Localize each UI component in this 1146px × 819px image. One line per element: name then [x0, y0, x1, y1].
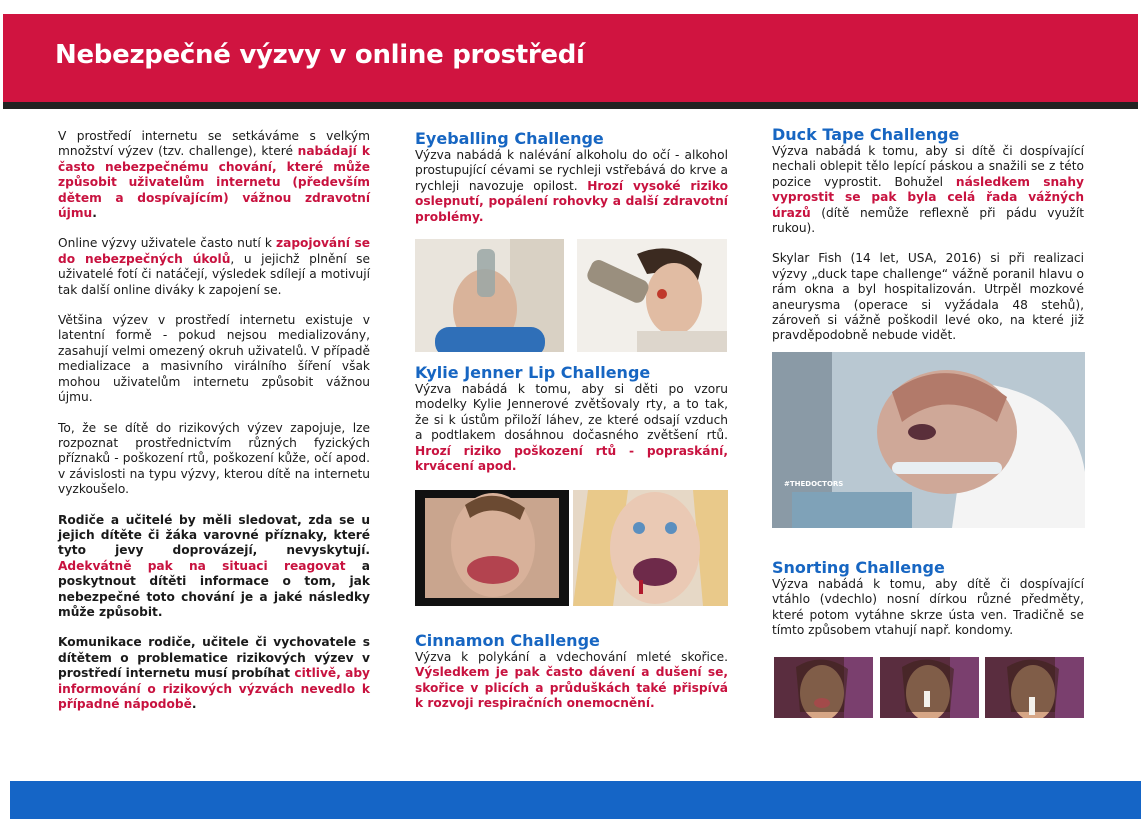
kylie-section	[415, 364, 728, 474]
snorting-section	[772, 559, 1084, 639]
snorting-title: Snorting Challenge	[772, 558, 945, 577]
eyeballing-highlight: Hrozí vysoké riziko oslepnutí, popálení rohovky a další zdravotní problémy	[415, 178, 729, 224]
kylie-text: Výzva nabádá k tomu, aby si děti po vzoru modelky Kylie Jennerové zvětšovaly rty, a to tak, že si k ústům přiloží láhev, ze které odsají vzduch a podtlakem dosáhnou dočasného zvětšení rtů. Hrozí riziko poškození rtů - popraskání, krvácení apod.	[415, 382, 728, 474]
page-title: Nebezpečné výzvy v online prostředí	[55, 40, 585, 70]
footer-bar	[10, 781, 1141, 819]
ducktape-title: Duck Tape Challenge	[772, 125, 960, 144]
intro-paragraph-4: To, že se dítě do rizikových výzev zapojuje, lze rozpoznat prostřednictvím různých fyzických příznaků - poškození rtů, poškození kůže, očí apod. v závislosti na typu výzvy, kterou dítě na internetu vyzkoušelo.	[58, 420, 370, 497]
ducktape-highlight: následkem snahy vyprostit se pak byla celá řada vážných úrazů	[772, 174, 1084, 220]
eyeballing-title: Eyeballing Challenge	[415, 129, 604, 148]
intro-paragraph-5: Rodiče a učitelé by měli sledovat, zda se u jejich dítěte či žáka varovné příznaky, které tyto jevy doprovázejí, nevyskytují. Adekvátně pak na situaci reagovat a poskytnout dítěti informace o tom, jak nebezpečné toto chování je a jaké následky může způsobit.	[58, 512, 370, 619]
cinnamon-text: Výzva k polykání a vdechování mleté skořice. Výsledkem je pak často dávení a dušení se, skořice v plicích a průduškách také přispívá k rozvoji respiračních onemocnění.	[415, 650, 728, 711]
eyeballing-photo-1	[415, 239, 564, 352]
ducktape-story: Skylar Fish (14 let, USA, 2016) si při realizaci výzvy „duck tape challenge“ vážně poranil hlavu o rám okna a byl hospitalizován. Utrpěl mozkové aneurysma (operace si vyžádala 48 stehů), zároveň si vážně poškodil levé oko, na které již pravděpodobně nebude vidět.	[772, 251, 1084, 343]
ducktape-watermark: #THEDOCTORS	[784, 480, 844, 488]
kylie-highlight: Hrozí riziko poškození rtů - popraskání, krvácení apod	[415, 443, 728, 474]
intro-paragraph-3: Většina výzev v prostředí internetu existuje v latentní formě - pokud nejsou medializovány, zasahují velmi omezený okruh uživatelů. V případě medializace a masivního virálního šíření však mohou uživatelům internetu způsobit vážnou újmu.	[58, 313, 370, 405]
kylie-photo-1	[415, 490, 569, 606]
intro-highlight-6: citlivě, aby informování o rizikových výzvách nevedlo k případné nápodobě	[58, 666, 370, 711]
intro-paragraph-2: Online výzvy uživatele často nutí k zapojování se do nebezpečných úkolů, u jejichž plnění se uživatelé fotí či natáčejí, výsledek sdílejí a motivují tak další online diváky k zapojení se.	[58, 236, 370, 297]
eyeballing-text: Výzva nabádá k nalévání alkoholu do očí - alkohol prostupující cévami se rychleji vstřebává do krve a rychleji navozuje opilost. Hrozí vysoké riziko oslepnutí, popálení rohovky a další zdravotní problémy.	[415, 148, 729, 224]
cinnamon-section	[415, 632, 728, 712]
eyeballing-photo-2	[577, 239, 727, 352]
kylie-photo-2	[573, 490, 728, 606]
kylie-title: Kylie Jenner Lip Challenge	[415, 363, 651, 382]
intro-highlight-1: nabádají k často nebezpečnému chování, které může způsobit uživatelům internetu (především dětem a dospívajícím) vážnou zdravotní újmu	[58, 144, 370, 221]
intro-paragraph-6: Komunikace rodiče, učitele či vychovatele s dítětem o problematice rizikových výzev v prostředí internetu musí probíhat citlivě, aby informování o rizikových výzvách nevedlo k případné nápodobě.	[58, 635, 370, 711]
snorting-photo-2	[880, 657, 979, 718]
ducktape-text: Výzva nabádá k tomu, aby si dítě či dospívající nechali oblepit tělo lepící páskou a snažili se z této pozice vyprostit. Bohužel následkem snahy vyprostit se pak byla celá řada vážných úrazů (dítě nemůže reflexně při pádu využít rukou).	[772, 144, 1084, 236]
intro-highlight-5: Adekvátně pak na situaci reagovat	[58, 558, 346, 573]
ducktape-photo	[772, 352, 1085, 528]
snorting-photo-1	[774, 657, 873, 718]
snorting-photo-3	[985, 657, 1084, 718]
header-divider	[3, 102, 1138, 109]
middle-column	[415, 130, 728, 225]
intro-column	[58, 129, 370, 712]
intro-highlight-2: zapojování se do nebezpečných úkolů	[58, 236, 370, 266]
intro-paragraph-1: V prostředí internetu se setkáváme s velkým množství výzev (tzv. challenge), které nabádají k často nebezpečnému chování, které může způsobit uživatelům internetu (především dětem a dospívajícím) vážnou zdravotní újmu.	[58, 129, 370, 221]
cinnamon-highlight: Výsledkem je pak často dávení a dušení se, skořice v plicích a průduškách také přispívá k rozvoji respiračních onemocnění	[415, 665, 728, 711]
cinnamon-title: Cinnamon Challenge	[415, 631, 600, 650]
right-column	[772, 126, 1084, 344]
snorting-text: Výzva nabádá k tomu, aby dítě či dospívající vtáhlo (vdechlo) nosní dírkou různé předměty, které potom vytáhne skrze ústa ven. Tradičně se tímto způsobem vtahují např. kondomy.	[772, 577, 1084, 638]
